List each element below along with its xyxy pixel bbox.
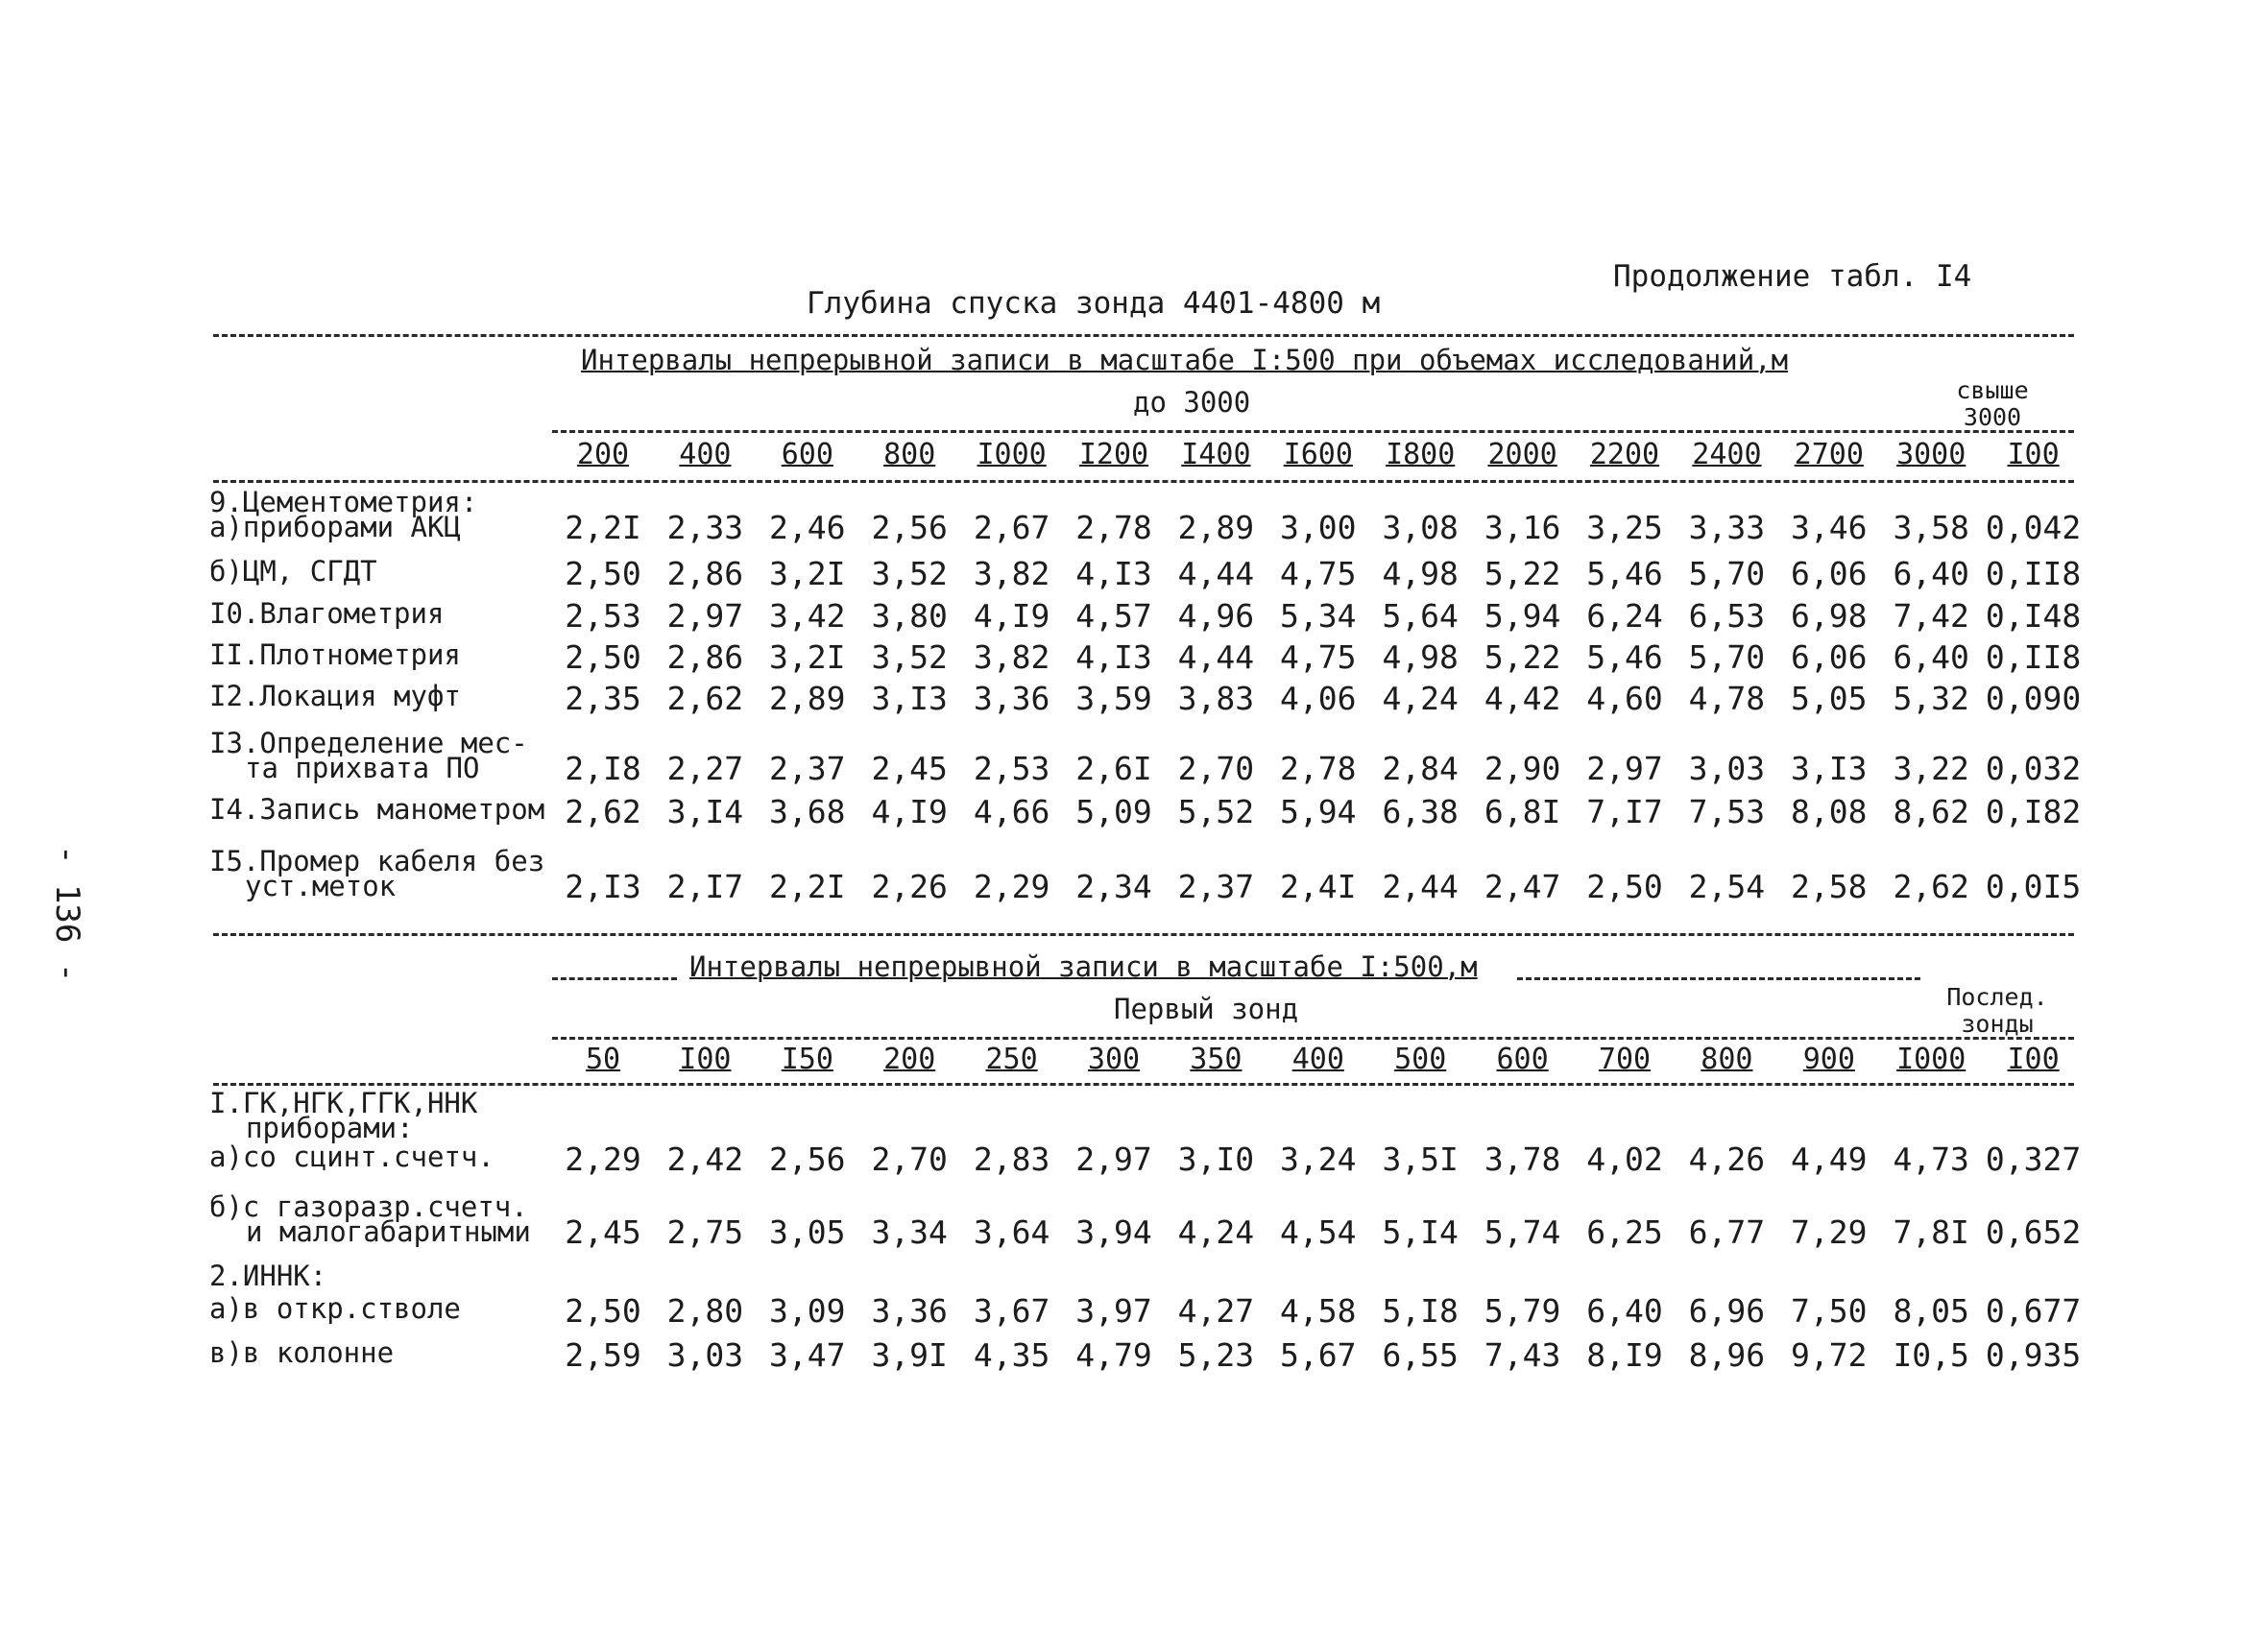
column-header: 800 xyxy=(1701,1043,1753,1076)
table-cell: 3,42 xyxy=(769,597,846,635)
table-cell: 2,45 xyxy=(565,1213,641,1251)
table-cell: 2,62 xyxy=(1893,868,1969,905)
table-2-extra-header: Послед. xyxy=(1946,983,2048,1011)
table-cell: 2,I8 xyxy=(565,750,641,787)
divider xyxy=(213,334,2074,337)
table-cell: 6,38 xyxy=(1382,793,1459,830)
table-cell: 0,I82 xyxy=(1985,793,2082,830)
table-cell: 4,78 xyxy=(1688,680,1766,717)
table-cell: 5,09 xyxy=(1075,793,1152,830)
table-cell: 2,46 xyxy=(769,509,846,546)
table-cell: 5,32 xyxy=(1893,680,1969,717)
table-cell: 6,40 xyxy=(1893,555,1969,592)
table-cell: 5,67 xyxy=(1280,1336,1357,1374)
table-cell: 2,70 xyxy=(1177,750,1255,787)
table-cell: 4,73 xyxy=(1893,1141,1969,1178)
column-header: 200 xyxy=(576,438,630,471)
table-cell: 3,I3 xyxy=(871,680,948,717)
table-cell: 6,77 xyxy=(1688,1213,1766,1251)
table-cell: 4,26 xyxy=(1688,1141,1766,1178)
table-cell: 3,09 xyxy=(769,1292,846,1330)
table-cell: 4,49 xyxy=(1791,1141,1868,1178)
continuation-note: Продолжение табл. I4 xyxy=(1613,259,1972,294)
table-cell: 7,29 xyxy=(1791,1213,1868,1251)
table-cell: 3,16 xyxy=(1484,509,1561,546)
column-header: I00 xyxy=(679,1043,732,1076)
column-header: 50 xyxy=(585,1043,621,1076)
row-label: I0.Влагометрия xyxy=(209,597,445,630)
column-header: 400 xyxy=(679,438,732,471)
table-cell: 2,44 xyxy=(1382,868,1459,905)
column-header: I600 xyxy=(1283,438,1353,471)
table-cell: 3,82 xyxy=(973,638,1050,676)
table-cell: 2,59 xyxy=(565,1336,641,1374)
table-cell: 2,97 xyxy=(1075,1141,1152,1178)
table-cell: 7,50 xyxy=(1791,1292,1868,1330)
table-cell: 4,75 xyxy=(1280,555,1357,592)
table-cell: 5,70 xyxy=(1688,638,1766,676)
table-cell: 6,53 xyxy=(1688,597,1766,635)
table-cell: 0,327 xyxy=(1985,1141,2082,1178)
column-header: 2700 xyxy=(1794,438,1864,471)
table-cell: 2,26 xyxy=(871,868,948,905)
column-header: 400 xyxy=(1291,1043,1344,1076)
row-label: в)в колонне xyxy=(209,1336,395,1369)
column-header: I00 xyxy=(2007,438,2060,471)
table-cell: 6,24 xyxy=(1586,597,1663,635)
column-header: 250 xyxy=(985,1043,1038,1076)
table-cell: 0,652 xyxy=(1985,1213,2082,1251)
page-title: Глубина спуска зонда 4401-4800 м xyxy=(807,286,1381,321)
table-cell: 4,98 xyxy=(1382,555,1459,592)
column-header: I000 xyxy=(977,438,1047,471)
column-header: I800 xyxy=(1386,438,1456,471)
table-cell: 2,58 xyxy=(1791,868,1868,905)
table-cell: 7,42 xyxy=(1893,597,1969,635)
row-label: 9.Цементометрия: xyxy=(209,486,478,518)
table-cell: 3,03 xyxy=(1688,750,1766,787)
table-cell: 9,72 xyxy=(1791,1336,1868,1374)
divider xyxy=(213,933,2074,936)
table-cell: 2,80 xyxy=(666,1292,744,1330)
table-cell: 5,94 xyxy=(1280,793,1357,830)
table-cell: 4,I3 xyxy=(1075,638,1152,676)
table-cell: 5,34 xyxy=(1280,597,1357,635)
column-header: 2000 xyxy=(1487,438,1557,471)
table-cell: 4,60 xyxy=(1586,680,1663,717)
table-cell: 2,2I xyxy=(769,868,846,905)
table-cell: 4,96 xyxy=(1177,597,1255,635)
table-cell: 2,50 xyxy=(565,638,641,676)
table-cell: 3,82 xyxy=(973,555,1050,592)
table-cell: 4,02 xyxy=(1586,1141,1663,1178)
table-cell: 2,84 xyxy=(1382,750,1459,787)
divider xyxy=(213,480,2074,483)
table-cell: 4,06 xyxy=(1280,680,1357,717)
table-cell: 4,42 xyxy=(1484,680,1561,717)
table-cell: 7,53 xyxy=(1688,793,1766,830)
table-cell: 5,22 xyxy=(1484,638,1561,676)
table-cell: 2,97 xyxy=(1586,750,1663,787)
table-cell: 4,44 xyxy=(1177,555,1255,592)
page-number: - 136 - xyxy=(48,845,86,983)
table-cell: 3,83 xyxy=(1177,680,1255,717)
row-label-continued: приборами: xyxy=(246,1112,414,1144)
table-cell: 2,50 xyxy=(565,1292,641,1330)
table-cell: 3,03 xyxy=(666,1336,744,1374)
table-cell: 2,I3 xyxy=(565,868,641,905)
table-cell: 2,I7 xyxy=(666,868,744,905)
table-cell: 3,97 xyxy=(1075,1292,1152,1330)
column-header: 500 xyxy=(1394,1043,1447,1076)
table-cell: 2,53 xyxy=(973,750,1050,787)
column-header: I00 xyxy=(2007,1043,2060,1076)
table-cell: 2,83 xyxy=(973,1141,1050,1178)
table-cell: 2,29 xyxy=(973,868,1050,905)
table-cell: 2,34 xyxy=(1075,868,1152,905)
row-label: а)в откр.стволе xyxy=(209,1292,461,1325)
table-cell: 4,98 xyxy=(1382,638,1459,676)
table-cell: 3,9I xyxy=(871,1336,948,1374)
table-cell: 5,I8 xyxy=(1382,1292,1459,1330)
table-cell: 2,45 xyxy=(871,750,948,787)
table-cell: 2,78 xyxy=(1075,509,1152,546)
row-label: I2.Локация муфт xyxy=(209,680,461,712)
table-cell: 2,50 xyxy=(1586,868,1663,905)
table-1-extra-header-line2: 3000 xyxy=(1963,403,2022,431)
table-cell: 2,53 xyxy=(565,597,641,635)
table-cell: 6,55 xyxy=(1382,1336,1459,1374)
table-cell: 3,34 xyxy=(871,1213,948,1251)
table-cell: 4,54 xyxy=(1280,1213,1357,1251)
row-label: б)ЦМ, СГДТ xyxy=(209,555,377,588)
table-cell: 8,62 xyxy=(1893,793,1969,830)
column-header: 900 xyxy=(1802,1043,1855,1076)
table-cell: 8,08 xyxy=(1791,793,1868,830)
row-label-continued: уст.меток xyxy=(245,870,397,902)
table-cell: 3,I4 xyxy=(666,793,744,830)
table-cell: 3,2I xyxy=(769,555,846,592)
table-cell: 3,36 xyxy=(871,1292,948,1330)
table-cell: 3,I3 xyxy=(1791,750,1868,787)
table-cell: 0,II8 xyxy=(1985,638,2082,676)
table-cell: 3,47 xyxy=(769,1336,846,1374)
table-cell: 6,06 xyxy=(1791,638,1868,676)
table-cell: 5,05 xyxy=(1791,680,1868,717)
table-cell: 7,8I xyxy=(1893,1213,1969,1251)
table-cell: 6,40 xyxy=(1586,1292,1663,1330)
table-cell: 4,I3 xyxy=(1075,555,1152,592)
table-cell: 2,54 xyxy=(1688,868,1766,905)
table-cell: 0,042 xyxy=(1985,509,2082,546)
table-cell: 4,75 xyxy=(1280,638,1357,676)
table-cell: 4,79 xyxy=(1075,1336,1152,1374)
table-cell: 2,86 xyxy=(666,638,744,676)
divider xyxy=(1517,977,1920,980)
table-cell: 3,2I xyxy=(769,638,846,676)
table-cell: 2,86 xyxy=(666,555,744,592)
table-1-group-header: Интервалы непрерывной записи в масштабе I:500 при объемах исследований,м xyxy=(581,344,1789,376)
table-cell: 0,935 xyxy=(1985,1336,2082,1374)
table-cell: 2,27 xyxy=(666,750,744,787)
table-cell: 2,70 xyxy=(871,1141,948,1178)
table-cell: 0,090 xyxy=(1985,680,2082,717)
column-header: 800 xyxy=(883,438,936,471)
table-cell: 5,23 xyxy=(1177,1336,1255,1374)
table-cell: 3,68 xyxy=(769,793,846,830)
table-cell: 5,22 xyxy=(1484,555,1561,592)
column-header: I000 xyxy=(1896,1043,1966,1076)
table-cell: 2,37 xyxy=(1177,868,1255,905)
table-cell: 4,24 xyxy=(1177,1213,1255,1251)
table-cell: 3,64 xyxy=(973,1213,1050,1251)
table-cell: 0,0I5 xyxy=(1985,868,2082,905)
table-cell: 5,46 xyxy=(1586,555,1663,592)
table-cell: 3,I0 xyxy=(1177,1141,1255,1178)
column-header: 300 xyxy=(1087,1043,1141,1076)
table-cell: 8,I9 xyxy=(1586,1336,1663,1374)
row-label: II.Плотнометрия xyxy=(209,638,461,671)
table-cell: 3,46 xyxy=(1791,509,1868,546)
column-header: 2400 xyxy=(1692,438,1762,471)
table-cell: 3,22 xyxy=(1893,750,1969,787)
table-2-extra-header-line2: зонды xyxy=(1961,1010,2034,1038)
table-cell: 5,64 xyxy=(1382,597,1459,635)
table-cell: 2,62 xyxy=(666,680,744,717)
row-label: I.ГК,НГК,ГГК,ННК xyxy=(209,1087,478,1119)
column-header: 350 xyxy=(1190,1043,1243,1076)
table-cell: 0,I48 xyxy=(1985,597,2082,635)
table-cell: 4,58 xyxy=(1280,1292,1357,1330)
table-cell: 2,56 xyxy=(871,509,948,546)
row-label-continued: та прихвата ПО xyxy=(245,752,480,784)
table-2-group-header: Интервалы непрерывной записи в масштабе I:500,м xyxy=(689,950,1478,983)
column-header: 2200 xyxy=(1589,438,1660,471)
column-header: 600 xyxy=(1496,1043,1549,1076)
table-cell: 6,40 xyxy=(1893,638,1969,676)
table-cell: 6,8I xyxy=(1484,793,1561,830)
table-cell: 8,96 xyxy=(1688,1336,1766,1374)
table-cell: 3,59 xyxy=(1075,680,1152,717)
row-label: 2.ИННК: xyxy=(209,1260,327,1292)
table-cell: 3,94 xyxy=(1075,1213,1152,1251)
column-header: I400 xyxy=(1181,438,1251,471)
table-cell: 2,90 xyxy=(1484,750,1561,787)
table-cell: 3,33 xyxy=(1688,509,1766,546)
table-cell: 2,78 xyxy=(1280,750,1357,787)
table-cell: 2,89 xyxy=(769,680,846,717)
divider xyxy=(552,977,677,980)
table-1-group-header-line2: до 3000 xyxy=(1133,386,1251,419)
table-cell: 5,52 xyxy=(1177,793,1255,830)
table-cell: 3,67 xyxy=(973,1292,1050,1330)
table-cell: 5,46 xyxy=(1586,638,1663,676)
table-cell: 6,96 xyxy=(1688,1292,1766,1330)
table-cell: 0,677 xyxy=(1985,1292,2082,1330)
row-label: I5.Промер кабеля без xyxy=(209,845,545,877)
divider xyxy=(213,1083,2074,1086)
table-cell: 3,5I xyxy=(1382,1141,1459,1178)
table-cell: 7,43 xyxy=(1484,1336,1561,1374)
row-label: I4.Запись манометром xyxy=(209,793,545,826)
table-cell: 4,27 xyxy=(1177,1292,1255,1330)
table-cell: 4,I9 xyxy=(973,597,1050,635)
table-cell: 3,78 xyxy=(1484,1141,1561,1178)
table-cell: 0,032 xyxy=(1985,750,2082,787)
table-cell: 4,44 xyxy=(1177,638,1255,676)
table-cell: 6,06 xyxy=(1791,555,1868,592)
table-cell: 4,66 xyxy=(973,793,1050,830)
table-cell: I0,5 xyxy=(1893,1336,1969,1374)
table-cell: 7,I7 xyxy=(1586,793,1663,830)
column-header: I50 xyxy=(781,1043,833,1076)
table-cell: 5,94 xyxy=(1484,597,1561,635)
divider xyxy=(552,430,2074,433)
table-cell: 2,47 xyxy=(1484,868,1561,905)
column-header: 700 xyxy=(1598,1043,1652,1076)
table-cell: 6,98 xyxy=(1791,597,1868,635)
table-cell: 2,29 xyxy=(565,1141,641,1178)
table-cell: 4,I9 xyxy=(871,793,948,830)
table-cell: 5,70 xyxy=(1688,555,1766,592)
table-cell: 3,05 xyxy=(769,1213,846,1251)
table-cell: 6,25 xyxy=(1586,1213,1663,1251)
column-header: 200 xyxy=(883,1043,936,1076)
table-cell: 4,24 xyxy=(1382,680,1459,717)
column-header: 600 xyxy=(781,438,833,471)
table-cell: 2,2I xyxy=(565,509,641,546)
table-cell: 2,62 xyxy=(565,793,641,830)
table-cell: 2,89 xyxy=(1177,509,1255,546)
table-cell: 2,50 xyxy=(565,555,641,592)
table-cell: 3,08 xyxy=(1382,509,1459,546)
table-cell: 3,24 xyxy=(1280,1141,1357,1178)
table-1-extra-header: свыше xyxy=(1956,376,2029,404)
table-cell: 0,II8 xyxy=(1985,555,2082,592)
table-cell: 2,75 xyxy=(666,1213,744,1251)
table-cell: 2,4I xyxy=(1280,868,1357,905)
table-cell: 5,74 xyxy=(1484,1213,1561,1251)
table-cell: 8,05 xyxy=(1893,1292,1969,1330)
row-label-continued: а)со сцинт.счетч. xyxy=(209,1141,495,1173)
column-header: 3000 xyxy=(1896,438,1966,471)
table-cell: 3,25 xyxy=(1586,509,1663,546)
table-cell: 2,67 xyxy=(973,509,1050,546)
table-cell: 3,58 xyxy=(1893,509,1969,546)
column-header: I200 xyxy=(1078,438,1149,471)
table-cell: 5,I4 xyxy=(1382,1213,1459,1251)
table-cell: 2,56 xyxy=(769,1141,846,1178)
table-cell: 3,00 xyxy=(1280,509,1357,546)
divider xyxy=(552,1037,2074,1040)
table-cell: 5,79 xyxy=(1484,1292,1561,1330)
table-cell: 3,52 xyxy=(871,555,948,592)
table-cell: 3,80 xyxy=(871,597,948,635)
row-label: I3.Определение мес- xyxy=(209,727,528,759)
table-cell: 2,42 xyxy=(666,1141,744,1178)
table-cell: 2,33 xyxy=(666,509,744,546)
table-cell: 3,52 xyxy=(871,638,948,676)
row-label: б)с газоразр.счетч. xyxy=(209,1190,528,1223)
table-cell: 2,6I xyxy=(1075,750,1152,787)
table-cell: 4,35 xyxy=(973,1336,1050,1374)
table-cell: 3,36 xyxy=(973,680,1050,717)
table-cell: 2,35 xyxy=(565,680,641,717)
row-label-continued: а)приборами АКЦ xyxy=(209,511,461,543)
table-cell: 2,97 xyxy=(666,597,744,635)
table-cell: 2,37 xyxy=(769,750,846,787)
table-2-group-header-line2: Первый зонд xyxy=(1114,993,1299,1025)
row-label-continued: и малогабаритными xyxy=(246,1215,531,1248)
table-cell: 4,57 xyxy=(1075,597,1152,635)
